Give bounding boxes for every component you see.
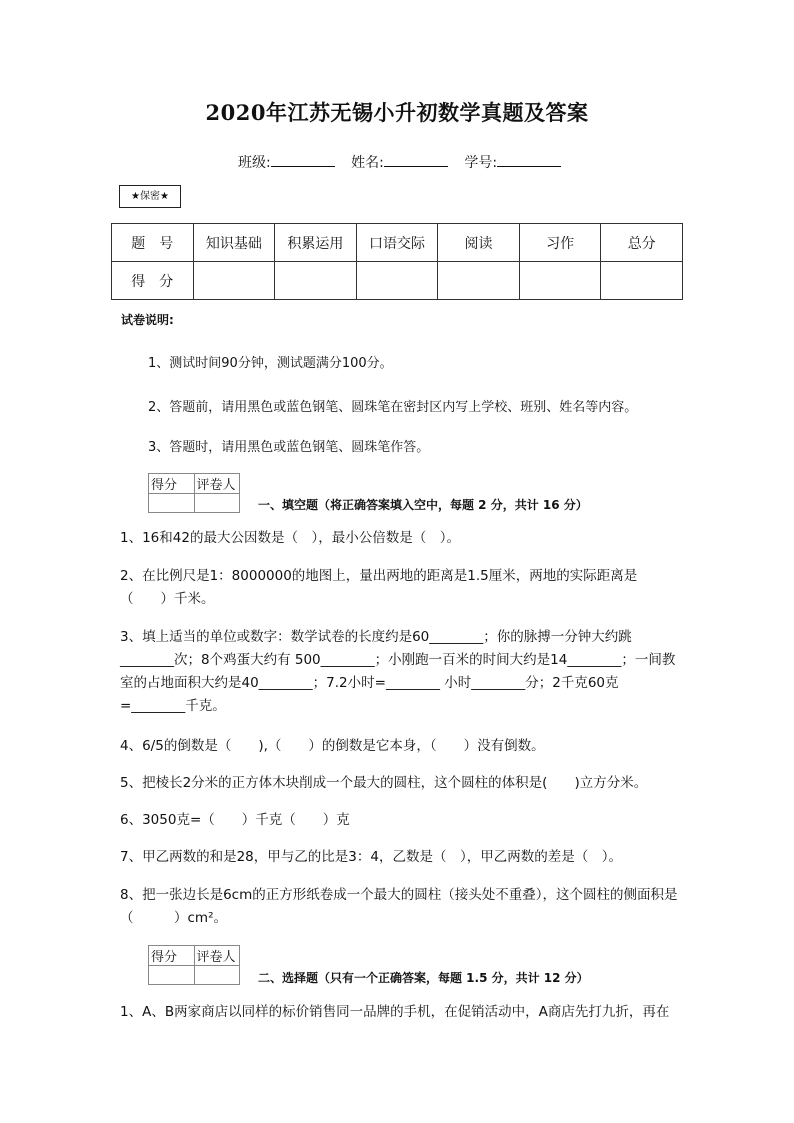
grader-score-cell[interactable] bbox=[149, 494, 195, 513]
question-text: 5、把棱长2分米的正方体木块削成一个最大的圆柱，这个圆柱的体积是( )立方分米。 bbox=[120, 775, 648, 791]
score-input-cell[interactable] bbox=[193, 262, 275, 300]
question-item bbox=[120, 735, 680, 758]
question-item bbox=[120, 565, 680, 611]
question-text: 7、甲乙两数的和是28，甲与乙的比是3：4，乙数是（ ），甲乙两数的差是（ ）。 bbox=[120, 849, 622, 865]
question-text: 3、填上适当的单位或数字：数学试卷的长度约是60________；你的脉搏一分钟大约跳________次；8个鸡蛋大约有 500________；小刚跑一百米的时间大约是14________；一间教室的占地面积大约是40________；7.2小时=________ 小时________分；2千克60克=________千克。 bbox=[120, 629, 676, 714]
grader-box-section1 bbox=[148, 473, 240, 513]
grader-score-label: 得分 bbox=[149, 946, 195, 966]
question-item bbox=[120, 772, 680, 795]
score-table-cell: 阅读 bbox=[438, 224, 520, 262]
page-title: 2020年江苏无锡小升初数学真题及答案 bbox=[205, 100, 589, 125]
score-input-cell[interactable] bbox=[356, 262, 438, 300]
score-table bbox=[111, 223, 683, 300]
question-text: 6、3050克=（ ）千克（ ）克 bbox=[120, 812, 350, 828]
grader-name-label: 评卷人 bbox=[194, 474, 240, 494]
score-input-cell[interactable] bbox=[275, 262, 357, 300]
grader-score-cell[interactable] bbox=[149, 966, 195, 985]
class-label: 班级: bbox=[238, 155, 271, 171]
grader-box-section2 bbox=[148, 945, 240, 985]
score-input-cell[interactable] bbox=[601, 262, 683, 300]
student-id-label: 学号: bbox=[464, 155, 498, 171]
score-table-cell: 口语交际 bbox=[356, 224, 438, 262]
confidential-badge: ★保密★ bbox=[119, 185, 181, 208]
score-table-cell: 习作 bbox=[519, 224, 601, 262]
score-input-cell[interactable] bbox=[438, 262, 520, 300]
instruction-item: 1、测试时间90分钟，测试题满分100分。 bbox=[148, 356, 393, 371]
question-item bbox=[120, 527, 680, 550]
question-text: 2、在比例尺是1：8000000的地图上，量出两地的距离是1.5厘米，两地的实际距离是（ ）千米。 bbox=[120, 568, 638, 607]
score-table-score-row bbox=[112, 262, 683, 300]
name-label: 姓名: bbox=[351, 155, 384, 171]
question-item bbox=[120, 626, 680, 718]
section1-heading: 一、填空题（将正确答案填入空中，每题 2 分，共计 16 分） bbox=[258, 498, 588, 512]
grader-name-cell[interactable] bbox=[194, 966, 240, 985]
grader-name-cell[interactable] bbox=[194, 494, 240, 513]
score-table-cell: 题 号 bbox=[112, 224, 194, 262]
question-text: 4、6/5的倒数是（ ),（ ）的倒数是它本身，（ ）没有倒数。 bbox=[120, 738, 545, 754]
student-id-blank[interactable] bbox=[497, 152, 561, 167]
instruction-item: 3、答题时，请用黑色或蓝色钢笔、圆珠笔作答。 bbox=[148, 440, 430, 455]
instruction-item: 2、答题前，请用黑色或蓝色钢笔、圆珠笔在密封区内写上学校、班别、姓名等内容。 bbox=[148, 400, 638, 415]
score-row-label: 得 分 bbox=[112, 262, 194, 300]
question-item bbox=[120, 884, 680, 930]
grader-name-label: 评卷人 bbox=[194, 946, 240, 966]
score-table-cell: 积累运用 bbox=[275, 224, 357, 262]
class-blank[interactable] bbox=[271, 152, 335, 167]
section2-heading: 二、选择题（只有一个正确答案，每题 1.5 分，共计 12 分） bbox=[258, 971, 589, 985]
score-input-cell[interactable] bbox=[519, 262, 601, 300]
score-table-header-row bbox=[112, 224, 683, 262]
instructions-heading: 试卷说明: bbox=[121, 313, 174, 327]
question-text: 1、16和42的最大公因数是（ ），最小公倍数是（ ）。 bbox=[120, 530, 460, 546]
question-text: 8、把一张边长是6cm的正方形纸卷成一个最大的圆柱（接头处不重叠），这个圆柱的侧面积是（ ）cm²。 bbox=[120, 887, 678, 926]
question-item bbox=[120, 809, 680, 832]
question-item bbox=[120, 1001, 680, 1024]
score-table-cell: 知识基础 bbox=[193, 224, 275, 262]
name-blank[interactable] bbox=[384, 152, 448, 167]
question-item bbox=[120, 846, 680, 869]
grader-score-label: 得分 bbox=[149, 474, 195, 494]
score-table-cell: 总分 bbox=[601, 224, 683, 262]
question-text: 1、A、B两家商店以同样的标价销售同一品牌的手机，在促销活动中，A商店先打九折，再在 bbox=[120, 1004, 670, 1020]
student-info-line bbox=[238, 152, 561, 172]
